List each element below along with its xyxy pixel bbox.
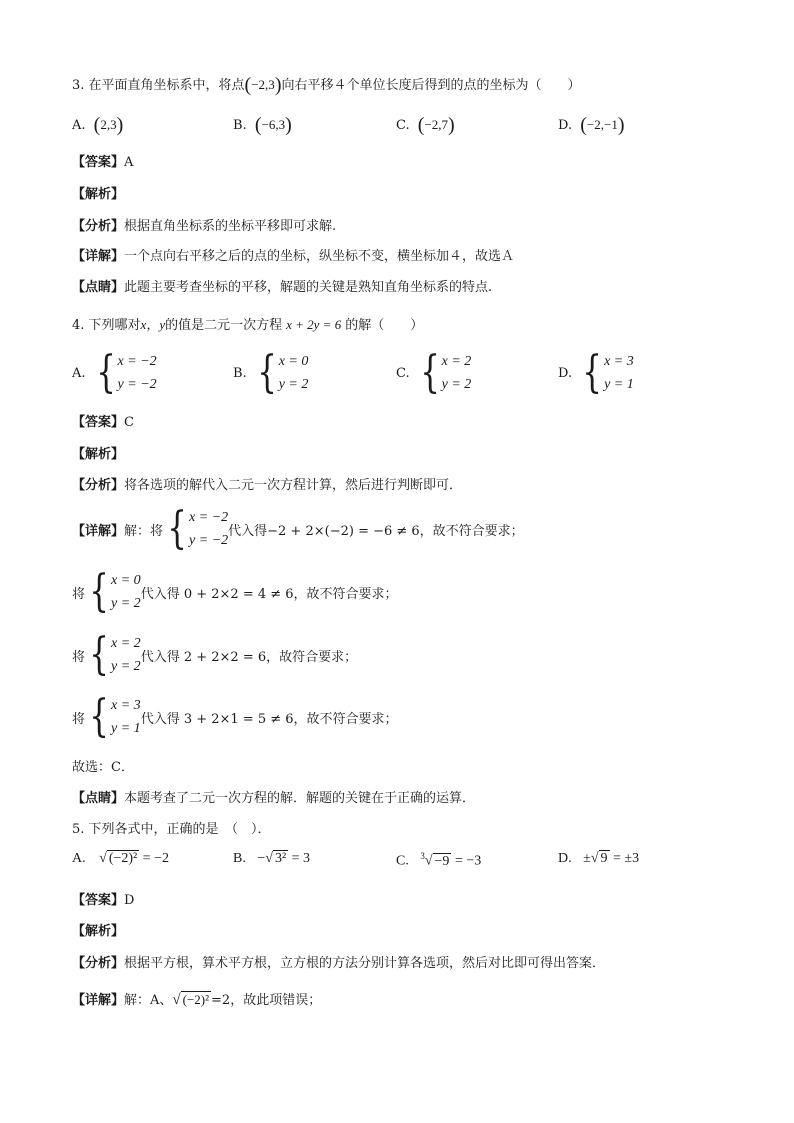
q4-xiangjie-step4: 将 { x = 3 y = 1 代入得 3 + 2×1 = 5 ≠ 6，故不符合要求；	[72, 691, 398, 742]
q4-xiangjie-step2: 将 { x = 0 y = 2 代入得 0 + 2×2 = 4 ≠ 6，故不符合要求；	[72, 566, 398, 617]
q3-dianjing: 【点睛】此题主要考查坐标的平移，解题的关键是熟知直角坐标系的特点.	[72, 280, 493, 295]
q5-option-b: B. −√ 3² = 3	[233, 851, 311, 866]
q4-option-d: D. { x = 3 y = 1	[558, 347, 634, 398]
q3-stem	[72, 74, 581, 97]
q5-answer: 【答案】D	[72, 893, 135, 908]
q4-option-c: C. { x = 2 y = 2	[396, 347, 472, 398]
q4-fenxi: 【分析】将各选项的解代入二元一次方程计算，然后进行判断即可．	[72, 478, 463, 493]
q3-analysis-heading: 【解析】	[72, 187, 125, 202]
q3-xiangjie: 【详解】一个点向右平移之后的点的坐标，纵坐标不变，横坐标加４，故选Ａ	[72, 249, 515, 264]
q4-analysis-heading: 【解析】	[72, 447, 125, 462]
q3-stem-prefix: 3. 在平面直角坐标系中，将点	[72, 78, 245, 93]
q4-xiangjie-step3: 将 { x = 2 y = 2 代入得 2 + 2×2 = 6，故符合要求；	[72, 629, 358, 680]
q4-answer: 【答案】C	[72, 415, 134, 430]
q5-stem: 5. 下列各式中，正确的是 （ ）．	[72, 822, 271, 837]
q3-option-c: C. (−2,7)	[396, 114, 455, 136]
q3-stem-suffix: 向右平移４个单位长度后得到的点的坐标为（ ）	[281, 78, 581, 93]
q5-fenxi: 【分析】根据平方根，算术平方根，立方根的方法分别计算各选项，然后对比即可得出答案．	[72, 956, 606, 971]
q4-dianjing: 【点睛】本题考查了二元一次方程的解．解题的关键在于正确的运算．	[72, 791, 476, 806]
q5-option-d: D. ±√ 9 = ±3	[558, 851, 640, 866]
q4-option-a: A. { x = −2 y = −2	[72, 347, 157, 398]
q4-stem: 4. 下列哪对x，y的值是二元一次方程 x + 2y = 6 的解（ ）	[72, 317, 424, 333]
q4-conclusion: 故选：C．	[72, 760, 134, 775]
q3-point: (−2,3)	[244, 74, 282, 96]
q3-option-b: B. (−6,3)	[233, 114, 292, 136]
q5-option-c: C. $^3$√ −9 = −3	[396, 851, 482, 869]
q3-answer: 【答案】A	[72, 155, 134, 170]
q3-option-d: D. (−2,−1)	[558, 114, 625, 136]
q5-option-a: A. √ (−2)² = −2	[72, 851, 170, 866]
q5-analysis-heading: 【解析】	[72, 924, 125, 939]
q4-option-b: B. { x = 0 y = 2	[233, 347, 309, 398]
q3-option-a: A. (2,3)	[72, 114, 124, 136]
q4-xiangjie-step1: 【详解】 解：将 { x = −2 y = −2 代入得−2 + 2×(−2) = −6 ≠ 6，故不符合要求；	[72, 503, 524, 554]
q3-fenxi: 【分析】根据直角坐标系的坐标平移即可求解.	[72, 219, 337, 234]
q5-xiangjie: 【详解】解：A、√ (−2)² =2，故此项错误；	[72, 992, 322, 1008]
